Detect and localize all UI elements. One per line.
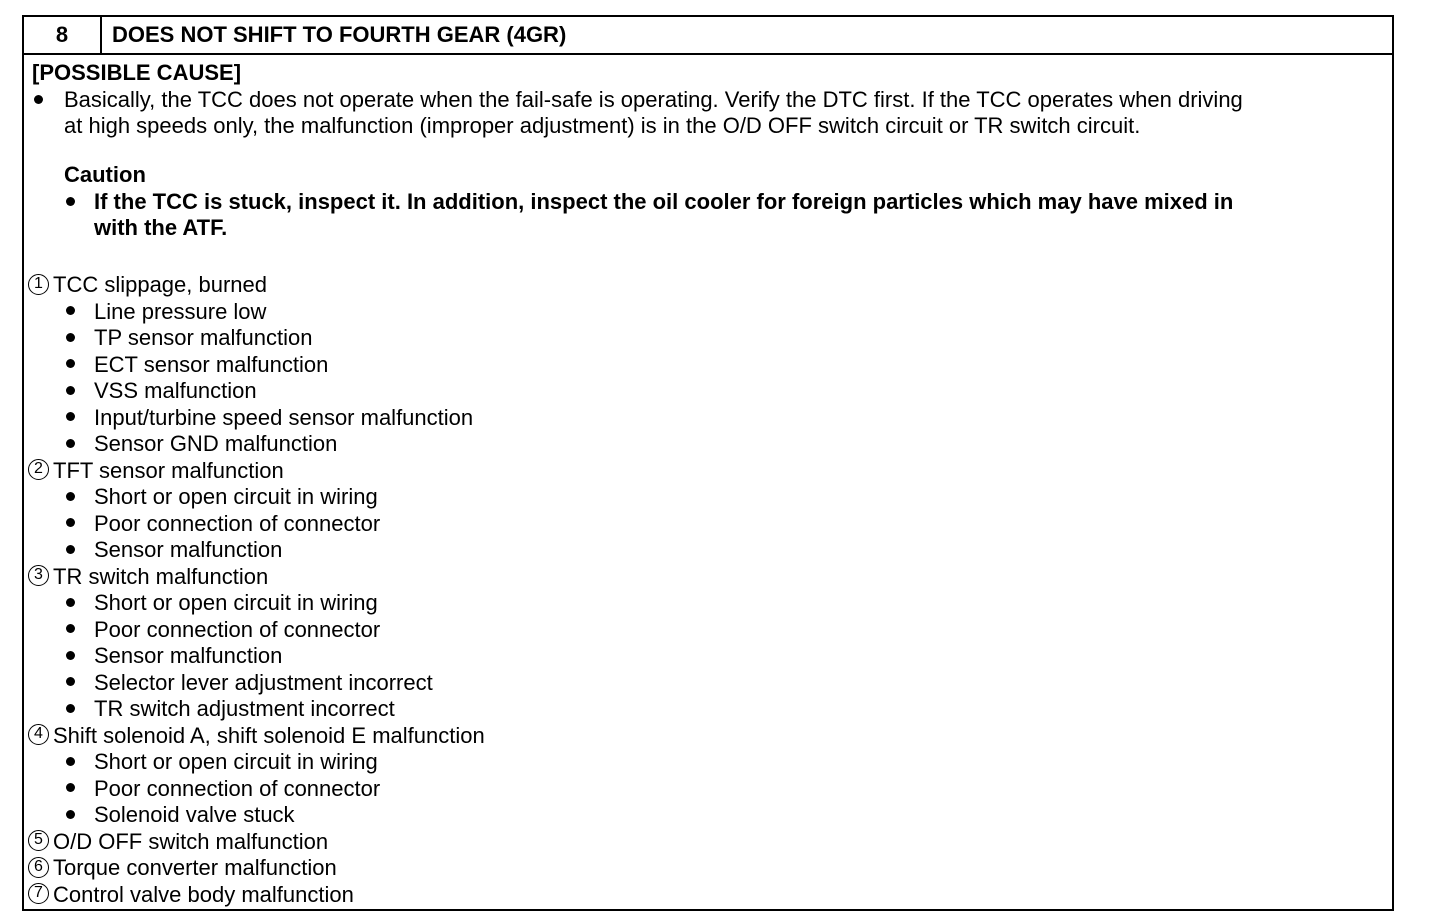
sub-cause-bullet-icon [66,802,75,829]
cause-number-badge: 2 [28,459,49,480]
cause-item [28,855,337,882]
sub-cause-item: Solenoid valve stuck [94,802,295,827]
intro-bullet-icon [34,87,43,114]
sub-cause-item: Selector lever adjustment incorrect [94,669,433,695]
sub-cause-item: Sensor GND malfunction [94,431,338,456]
sub-cause-item: Poor connection of connector [94,616,381,642]
cause-item [28,272,267,299]
cause-label: Torque converter malfunction [53,855,337,880]
sub-cause-item: VSS malfunction [94,378,257,403]
sub-cause-item: ECT sensor malfunction [94,351,329,377]
sub-cause-bullet-icon [66,776,75,803]
intro-line-2: at high speeds only, the malfunction (improper adjustment) is in the O/D OFF switch circuit or TR switch circuit. [64,113,1141,138]
cause-number-badge: 1 [28,274,49,295]
sub-cause-bullet-icon [66,511,75,538]
cause-item [28,829,328,856]
cause-item [28,458,284,485]
sub-cause-bullet-icon [66,643,75,670]
cause-number-badge: 4 [28,724,49,745]
sub-cause-item: Sensor malfunction [94,537,283,562]
intro-line-1: Basically, the TCC does not operate when the fail-safe is operating. Verify the DTC first. If the TCC operates when driving [64,87,1243,112]
table-header [24,17,1392,55]
step-title: DOES NOT SHIFT TO FOURTH GEAR (4GR) [112,22,567,47]
cause-item [28,564,268,591]
sub-cause-bullet-icon [66,299,75,326]
sub-cause-bullet-icon [66,431,75,458]
sub-cause-item: Poor connection of connector [94,510,381,536]
sub-cause-bullet-icon [66,325,75,352]
cause-label: TFT sensor malfunction [53,457,284,483]
cause-item [28,723,485,750]
cause-number-badge: 3 [28,565,49,586]
cause-label: TR switch malfunction [53,563,269,589]
sub-cause-item: Line pressure low [94,298,267,324]
sub-cause-item: Sensor malfunction [94,643,283,668]
caution-line-2: with the ATF. [94,215,228,240]
caution-heading: Caution [64,162,146,187]
possible-cause-heading: [POSSIBLE CAUSE] [32,60,242,85]
caution-line-1: If the TCC is stuck, inspect it. In addition, inspect the oil cooler for foreign particles which may have mixed in [94,189,1234,214]
sub-cause-bullet-icon [66,537,75,564]
cause-number-badge: 5 [28,830,49,851]
cause-number-badge: 7 [28,883,49,904]
sub-cause-item: Short or open circuit in wiring [94,749,378,774]
sub-cause-bullet-icon [66,749,75,776]
sub-cause-item: TP sensor malfunction [94,325,313,350]
sub-cause-bullet-icon [66,378,75,405]
sub-cause-bullet-icon [66,670,75,697]
sub-cause-bullet-icon [66,484,75,511]
step-number: 8 [24,17,102,53]
sub-cause-bullet-icon [66,590,75,617]
sub-cause-bullet-icon [66,352,75,379]
troubleshooting-table [22,15,1394,911]
sub-cause-bullet-icon [66,405,75,432]
sub-cause-item: TR switch adjustment incorrect [94,696,395,721]
sub-cause-item: Poor connection of connector [94,775,381,801]
sub-cause-item: Short or open circuit in wiring [94,590,378,615]
caution-bullet-icon [66,189,75,216]
cause-label: Control valve body malfunction [53,881,354,907]
cause-label: O/D OFF switch malfunction [53,828,329,854]
sub-cause-bullet-icon [66,696,75,723]
sub-cause-item: Short or open circuit in wiring [94,484,378,509]
table-body [24,55,1392,909]
cause-number-badge: 6 [28,857,49,878]
sub-cause-item: Input/turbine speed sensor malfunction [94,404,474,430]
cause-item [28,882,354,909]
cause-label: Shift solenoid A, shift solenoid E malfunction [53,722,485,748]
sub-cause-bullet-icon [66,617,75,644]
cause-label: TCC slippage, burned [53,272,268,297]
